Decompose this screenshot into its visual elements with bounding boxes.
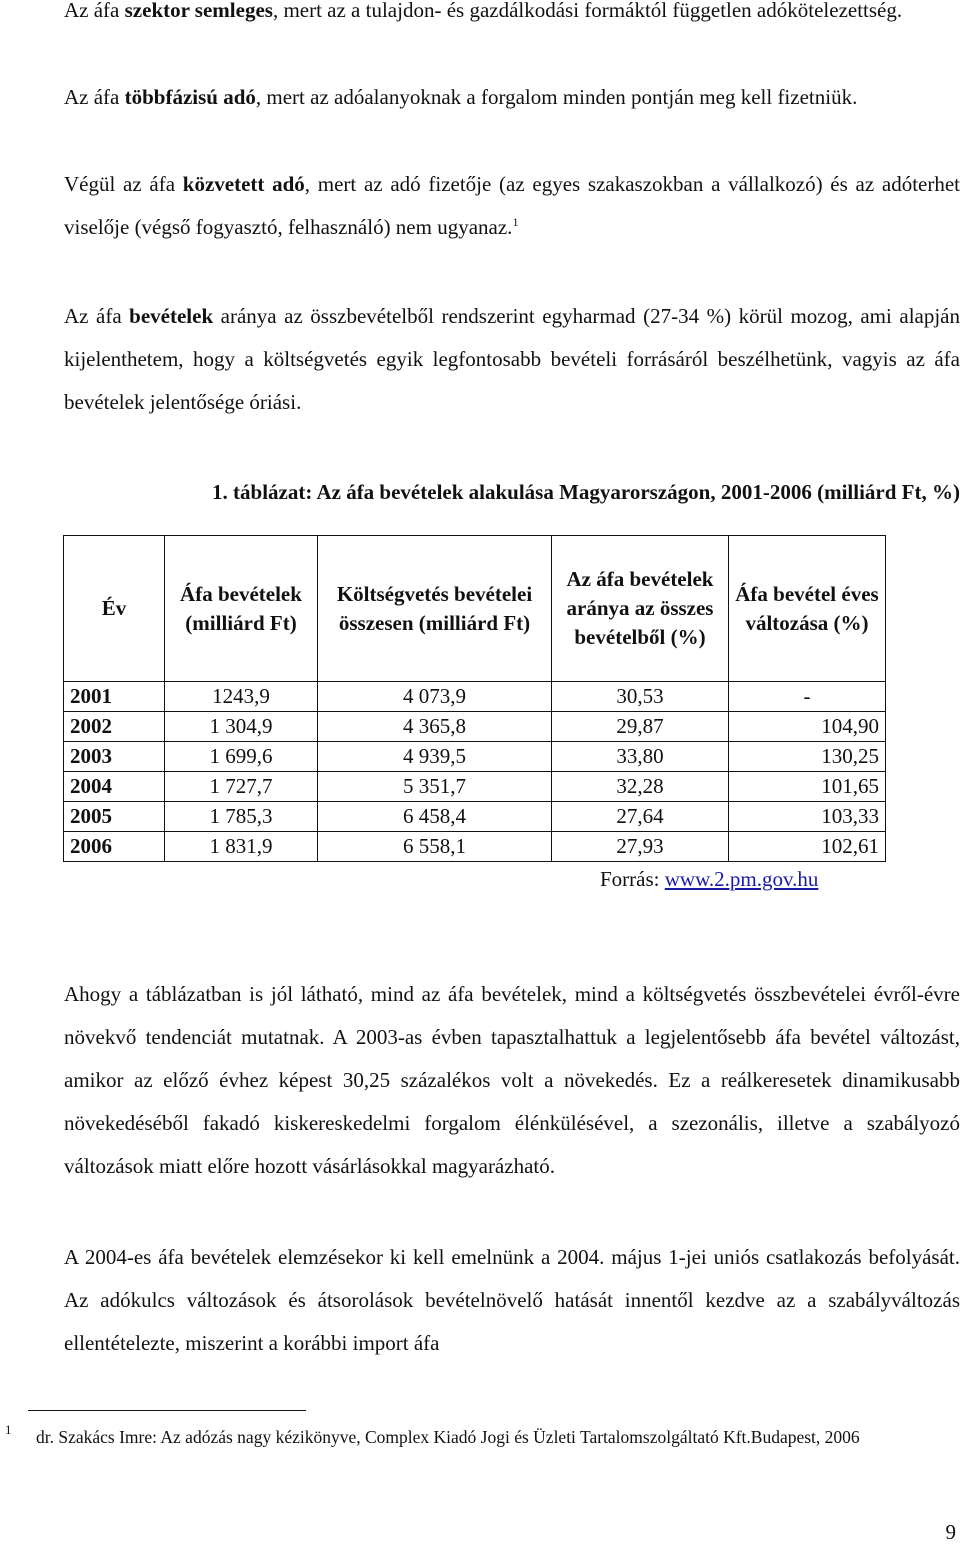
header-budget-revenue: Költségvetés bevételei összesen (milliárd Ft) <box>318 536 552 682</box>
table-row: 2006 1 831,9 6 558,1 27,93 102,61 <box>64 832 886 862</box>
table-header-row <box>64 536 886 682</box>
header-vat-revenue: Áfa bevételek (milliárd Ft) <box>165 536 318 682</box>
bold-term: szektor semleges <box>124 0 273 22</box>
table-row: 2004 1 727,7 5 351,7 32,28 101,65 <box>64 772 886 802</box>
page-number: 9 <box>945 1520 956 1544</box>
paragraph-szektor-semleges: Az áfa szektor semleges, mert az a tulajdon- és gazdálkodási formáktól független adókötelezettség. <box>64 0 903 22</box>
bold-term: többfázisú adó <box>124 85 256 109</box>
table-row: 2001 1243,9 4 073,9 30,53 - <box>64 682 886 712</box>
footnote-divider <box>28 1410 306 1411</box>
footnote-mark: 1 <box>5 1422 12 1437</box>
header-year: Év <box>64 536 165 682</box>
bold-term: bevételek <box>129 304 214 328</box>
paragraph-bevetelek: Az áfa bevételek aránya az összbevételből rendszerint egyharmad (27-34 %) körül mozog, ami alapján kijelenthetem, hogy a költségvetés egyik legfontosabb bevételi forrásáról beszélhetünk, vagyis az áfa bevételek jelentősége óriási. <box>64 304 960 414</box>
table-caption: 1. táblázat: Az áfa bevételek alakulása Magyarországon, 2001-2006 (milliárd Ft, %) <box>212 480 960 504</box>
bold-term: közvetett adó <box>182 172 305 196</box>
table-row: 2003 1 699,6 4 939,5 33,80 130,25 <box>64 742 886 772</box>
paragraph-tobbfazisu: Az áfa többfázisú adó, mert az adóalanyoknak a forgalom minden pontján meg kell fizetniük. <box>64 85 858 109</box>
table-source: Forrás: www.2.pm.gov.hu <box>600 867 819 891</box>
footnote-text: dr. Szakács Imre: Az adózás nagy kézikönyve, Complex Kiadó Jogi és Üzleti Tartalomszolgáltató Kft.Budapest, 2006 <box>36 1427 860 1447</box>
header-vat-share: Az áfa bevételek aránya az összes bevételből (%) <box>552 536 729 682</box>
vat-revenue-table <box>63 535 886 862</box>
paragraph-analysis: Ahogy a táblázatban is jól látható, mind az áfa bevételek, mind a költségvetés összbevételei évről-évre növekvő tendenciát mutatnak. A 2003-as évben tapasztalhattuk a legjelentősebb áfa bevétel változást, amikor az előző évhez képest 30,25 százalékos volt a növekedés. Ez a reálkeresetek dinamikusabb növekedéséből fakadó kiskereskedelmi forgalom élénkülésével, a szezonális, illetve a szabályozó változások miatt előre hozott vásárlásokkal magyarázható. <box>64 982 960 1178</box>
table-row: 2002 1 304,9 4 365,8 29,87 104,90 <box>64 712 886 742</box>
header-annual-change: Áfa bevétel éves változása (%) <box>729 536 886 682</box>
paragraph-kozvetett: Végül az áfa közvetett adó, mert az adó fizetője (az egyes szakaszokban a vállalkozó) és az adóterhet viselője (végső fogyasztó, felhasználó) nem ugyanaz.$^1$ <box>64 172 960 239</box>
table-row: 2005 1 785,3 6 458,4 27,64 103,33 <box>64 802 886 832</box>
footnote-reference: 1 <box>512 215 519 229</box>
source-link[interactable]: www.2.pm.gov.hu <box>664 867 819 891</box>
paragraph-2004: A 2004-es áfa bevételek elemzésekor ki kell emelnünk a 2004. május 1-jei uniós csatlakozás befolyását. Az adókulcs változások és átsorolások bevételnövelő hatását innentől kezdve az a szabályváltozás ellentételezte, miszerint a korábbi import áfa <box>64 1245 960 1355</box>
